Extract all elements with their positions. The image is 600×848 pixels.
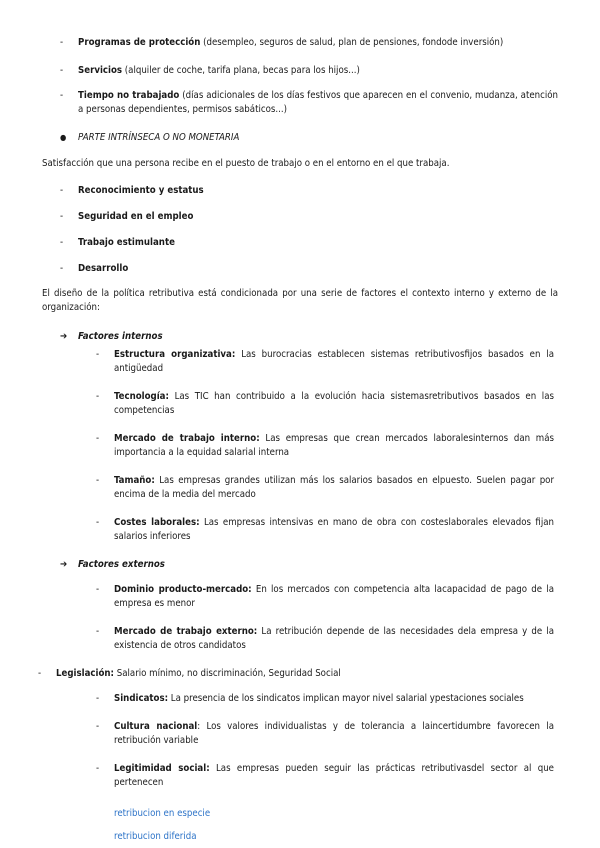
item-title: Legislación: (56, 668, 115, 679)
dash-marker: - (60, 263, 64, 274)
intrinsic-item: Desarrollo (78, 263, 129, 274)
item-text: : Los valores individualistas y de tolerancia a laincertidumbre favorecen la retribución variable (114, 721, 555, 746)
internal-item (114, 432, 554, 459)
dash-marker: - (96, 349, 100, 360)
internal-item (114, 390, 554, 417)
item-title: Dominio producto-mercado: (114, 584, 252, 595)
dash-marker: - (60, 90, 64, 101)
bullet-icon: ● (60, 133, 67, 142)
dash-marker: - (96, 433, 100, 444)
intrinsic-item: Trabajo estimulante (78, 237, 175, 248)
legislation-item (114, 720, 554, 747)
item-text: Las TIC han contribuido a la evolución hacia sistemasretributivos basados en las competencias (114, 391, 554, 416)
item-title: Mercado de trabajo externo: (114, 626, 258, 637)
intrinsic-item: Seguridad en el empleo (78, 211, 194, 222)
dash-marker: - (38, 668, 42, 679)
internal-item (114, 474, 554, 501)
dash-marker: - (60, 37, 64, 48)
item-title: Programas de protección (78, 37, 201, 48)
item-title: Servicios (78, 65, 123, 76)
item-title: Tamaño: (114, 475, 155, 486)
dash-marker: - (60, 237, 64, 248)
intrinsic-item: Reconocimiento y estatus (78, 185, 204, 196)
design-paragraph: El diseño de la política retributiva está condicionada por una serie de factores el contexto interno y externo de la organización: (42, 288, 558, 313)
item-text: La retribución depende de las necesidades dela empresa y de la existencia de otros candidatos (114, 626, 554, 651)
arrow-icon: ➔ (60, 331, 68, 342)
item-text: Las empresas pueden seguir las prácticas retributivasdel sector al que pertenecen (114, 763, 554, 788)
item-title: Costes laborales: (114, 517, 200, 528)
internal-heading: Factores internos (78, 331, 163, 342)
external-heading: Factores externos (78, 559, 165, 570)
dash-marker: - (96, 391, 100, 402)
dash-marker: - (96, 763, 100, 774)
item-text: (días adicionales de los días festivos que aparecen en el convenio, mudanza, atención a personas dependientes, permisos sabáticos...) (78, 90, 559, 115)
item-title: Estructura organizativa: (114, 349, 236, 360)
dash-marker: - (96, 626, 100, 637)
external-item (114, 625, 554, 652)
item-title: Tecnología: (114, 391, 169, 402)
section-heading: PARTE INTRÍNSECA O NO MONETARIA (78, 132, 240, 143)
item-text: Las burocracias establecen sistemas retributivosfijos basados en la antigüedad (114, 349, 554, 374)
dash-marker: - (96, 517, 100, 528)
item-text: (desempleo, seguros de salud, plan de pensiones, fondode inversión) (200, 37, 504, 48)
legislation-item (114, 762, 554, 789)
item-text: Salario mínimo, no discriminación, Seguridad Social (114, 668, 341, 679)
item-text: En los mercados con competencia alta lacapacidad de pago de la empresa es menor (114, 584, 554, 609)
dash-marker: - (60, 211, 64, 222)
dash-marker: - (60, 185, 64, 196)
link-retribucion-diferida[interactable]: retribucion diferida (114, 831, 197, 842)
dash-marker: - (96, 721, 100, 732)
satisfaction-paragraph: Satisfacción que una persona recibe en el puesto de trabajo o en el entorno en el que trabaja. (42, 158, 450, 169)
legislation-item (114, 692, 554, 706)
dash-marker: - (96, 584, 100, 595)
dash-marker: - (96, 693, 100, 704)
internal-item (114, 516, 554, 543)
external-item (114, 583, 554, 610)
item-text: Las empresas intensivas en mano de obra con costeslaborales elevados fijan salarios inferiores (114, 517, 554, 542)
item-text: Las empresas grandes utilizan más los salarios basados en elpuesto. Suelen pagar por encima de la media del mercado (114, 475, 554, 500)
item-text: Las empresas que crean mercados laboralesinternos dan más importancia a la equidad salarial interna (114, 433, 554, 458)
item-text: La presencia de los sindicatos implican mayor nivel salarial ypestaciones sociales (168, 693, 524, 704)
item-title: Legitimidad social: (114, 763, 210, 774)
item-title: Mercado de trabajo interno: (114, 433, 260, 444)
item-title: Tiempo no trabajado (78, 90, 180, 101)
item-text: (alquiler de coche, tarifa plana, becas para los hijos...) (122, 65, 360, 76)
item-title: Sindicatos: (114, 693, 169, 704)
item-title: Cultura nacional (114, 721, 198, 732)
dash-marker: - (96, 475, 100, 486)
legislation-line (56, 667, 556, 681)
dash-marker: - (60, 65, 64, 76)
arrow-icon: ➔ (60, 559, 68, 570)
link-retribucion-especie[interactable]: retribucion en especie (114, 808, 211, 819)
internal-item (114, 348, 554, 375)
